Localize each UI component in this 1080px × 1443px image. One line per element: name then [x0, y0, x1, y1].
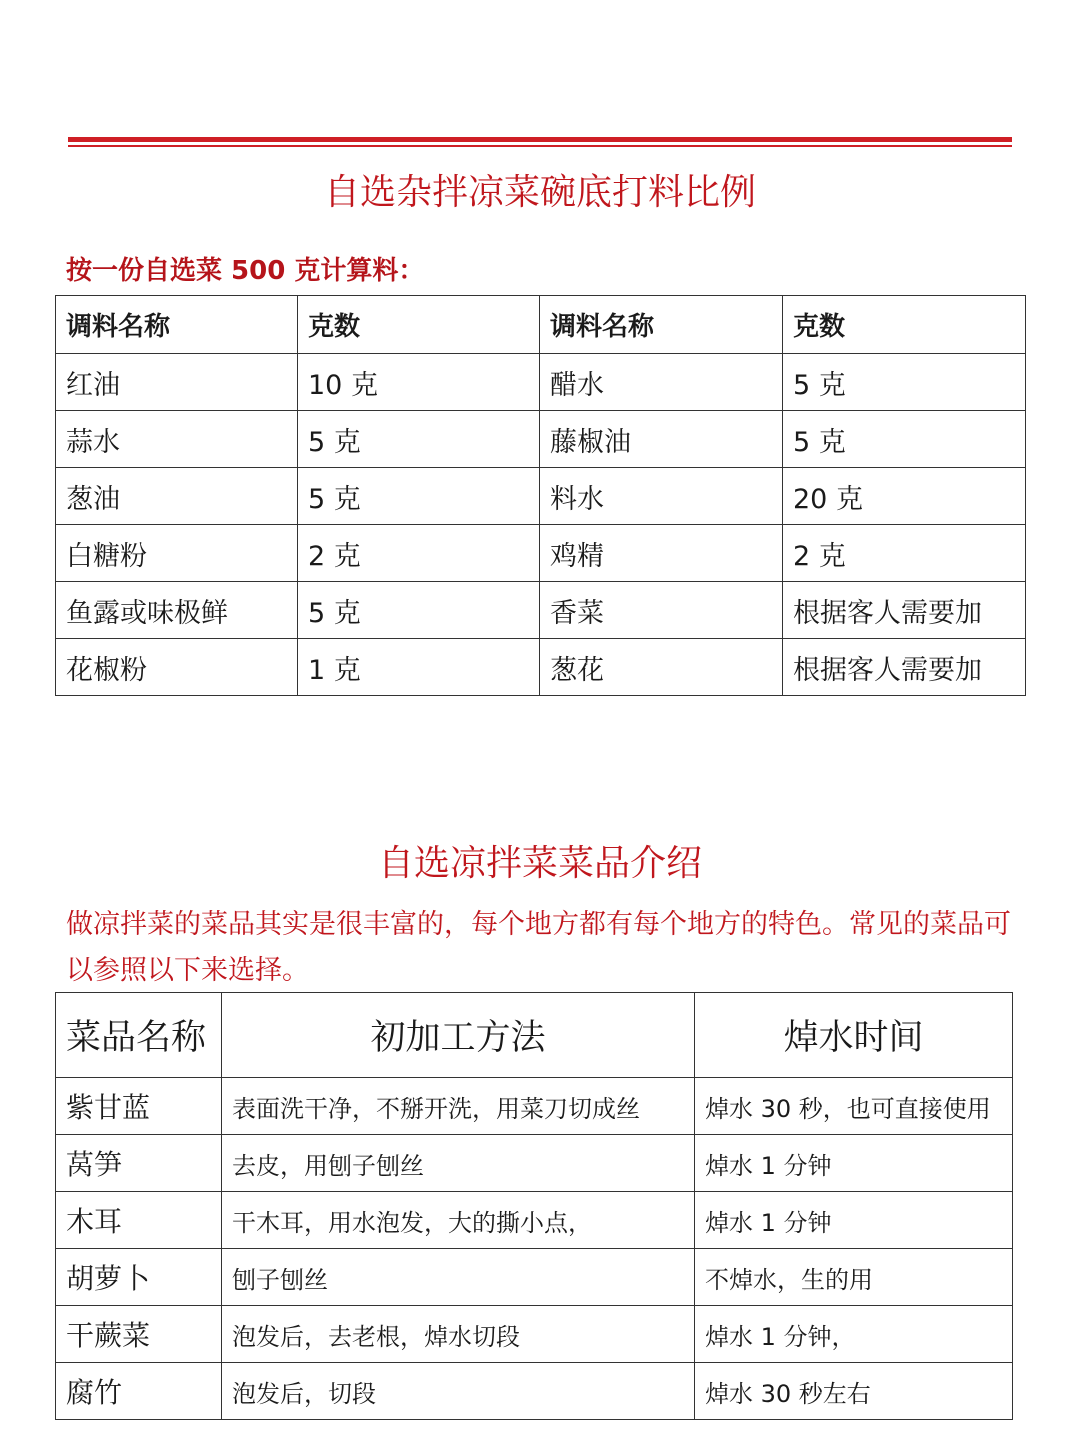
table-row: [56, 1078, 1013, 1135]
seasoning-name: 香菜: [540, 582, 783, 639]
seasoning-name: 藤椒油: [540, 411, 783, 468]
seasoning-name: 白糖粉: [56, 525, 298, 582]
table-row: [56, 1135, 1013, 1192]
blanch-time: 不焯水，生的用: [695, 1249, 1013, 1306]
seasoning-grams: 1 克: [298, 639, 540, 696]
blanch-time: 焯水 30 秒左右: [695, 1363, 1013, 1420]
table-row: [56, 354, 1026, 411]
seasoning-grams: 20 克: [783, 468, 1026, 525]
section1-note: 按一份自选菜 500 克计算料：: [66, 256, 425, 286]
seasoning-name: 料水: [540, 468, 783, 525]
vegetable-table: [55, 992, 1013, 1420]
seasoning-grams: 2 克: [298, 525, 540, 582]
section2-title: 自选凉拌菜菜品介绍: [377, 843, 702, 884]
table-row: [56, 468, 1026, 525]
prep-method: 干木耳，用水泡发，大的撕小点，: [222, 1192, 695, 1249]
seasoning-name: 鱼露或味极鲜: [56, 582, 298, 639]
table-header-row: [56, 296, 1026, 354]
seasoning-name: 葱花: [540, 639, 783, 696]
header-cell: 调料名称: [56, 296, 298, 354]
table-row: [56, 411, 1026, 468]
blanch-time: 焯水 30 秒，也可直接使用: [695, 1078, 1013, 1135]
header-cell: 初加工方法: [222, 993, 695, 1078]
blanch-time: 焯水 1 分钟: [695, 1135, 1013, 1192]
vegetable-name: 木耳: [56, 1192, 222, 1249]
table-row: [56, 1363, 1013, 1420]
prep-method: 刨子刨丝: [222, 1249, 695, 1306]
seasoning-grams: 5 克: [298, 411, 540, 468]
seasoning-grams: 5 克: [298, 468, 540, 525]
vegetable-name: 紫甘蓝: [56, 1078, 222, 1135]
seasoning-grams: 5 克: [783, 354, 1026, 411]
seasoning-name: 葱油: [56, 468, 298, 525]
section2-intro: 做凉拌菜的菜品其实是很丰富的，每个地方都有每个地方的特色。常见的菜品可以参照以下来选择。: [66, 909, 1011, 986]
prep-method: 泡发后，切段: [222, 1363, 695, 1420]
header-cell: 菜品名称: [56, 993, 222, 1078]
vegetable-name: 腐竹: [56, 1363, 222, 1420]
table-row: [56, 1306, 1013, 1363]
section1-title: 自选杂拌凉菜碗底打料比例: [323, 172, 756, 213]
seasoning-grams: 5 克: [783, 411, 1026, 468]
vegetable-name: 干蕨菜: [56, 1306, 222, 1363]
seasoning-grams: 根据客人需要加: [783, 582, 1026, 639]
header-cell: 克数: [783, 296, 1026, 354]
table-row: [56, 525, 1026, 582]
prep-method: 表面洗干净，不掰开洗，用菜刀切成丝: [222, 1078, 695, 1135]
seasoning-grams: 10 克: [298, 354, 540, 411]
table-row: [56, 639, 1026, 696]
prep-method: 泡发后，去老根，焯水切段: [222, 1306, 695, 1363]
header-cell: 调料名称: [540, 296, 783, 354]
table-row: [56, 582, 1026, 639]
top-divider-thin: [68, 145, 1012, 147]
blanch-time: 焯水 1 分钟，: [695, 1306, 1013, 1363]
seasoning-grams: 5 克: [298, 582, 540, 639]
seasoning-name: 红油: [56, 354, 298, 411]
seasoning-grams: 根据客人需要加: [783, 639, 1026, 696]
table-header-row: [56, 993, 1013, 1078]
seasoning-grams: 2 克: [783, 525, 1026, 582]
seasoning-name: 鸡精: [540, 525, 783, 582]
seasoning-name: 醋水: [540, 354, 783, 411]
vegetable-name: 莴笋: [56, 1135, 222, 1192]
seasoning-name: 蒜水: [56, 411, 298, 468]
blanch-time: 焯水 1 分钟: [695, 1192, 1013, 1249]
table-row: [56, 1192, 1013, 1249]
prep-method: 去皮，用刨子刨丝: [222, 1135, 695, 1192]
header-cell: 克数: [298, 296, 540, 354]
vegetable-name: 胡萝卜: [56, 1249, 222, 1306]
seasoning-name: 花椒粉: [56, 639, 298, 696]
seasoning-table: [55, 295, 1026, 696]
top-divider-thick: [68, 137, 1012, 142]
header-cell: 焯水时间: [695, 993, 1013, 1078]
table-row: [56, 1249, 1013, 1306]
